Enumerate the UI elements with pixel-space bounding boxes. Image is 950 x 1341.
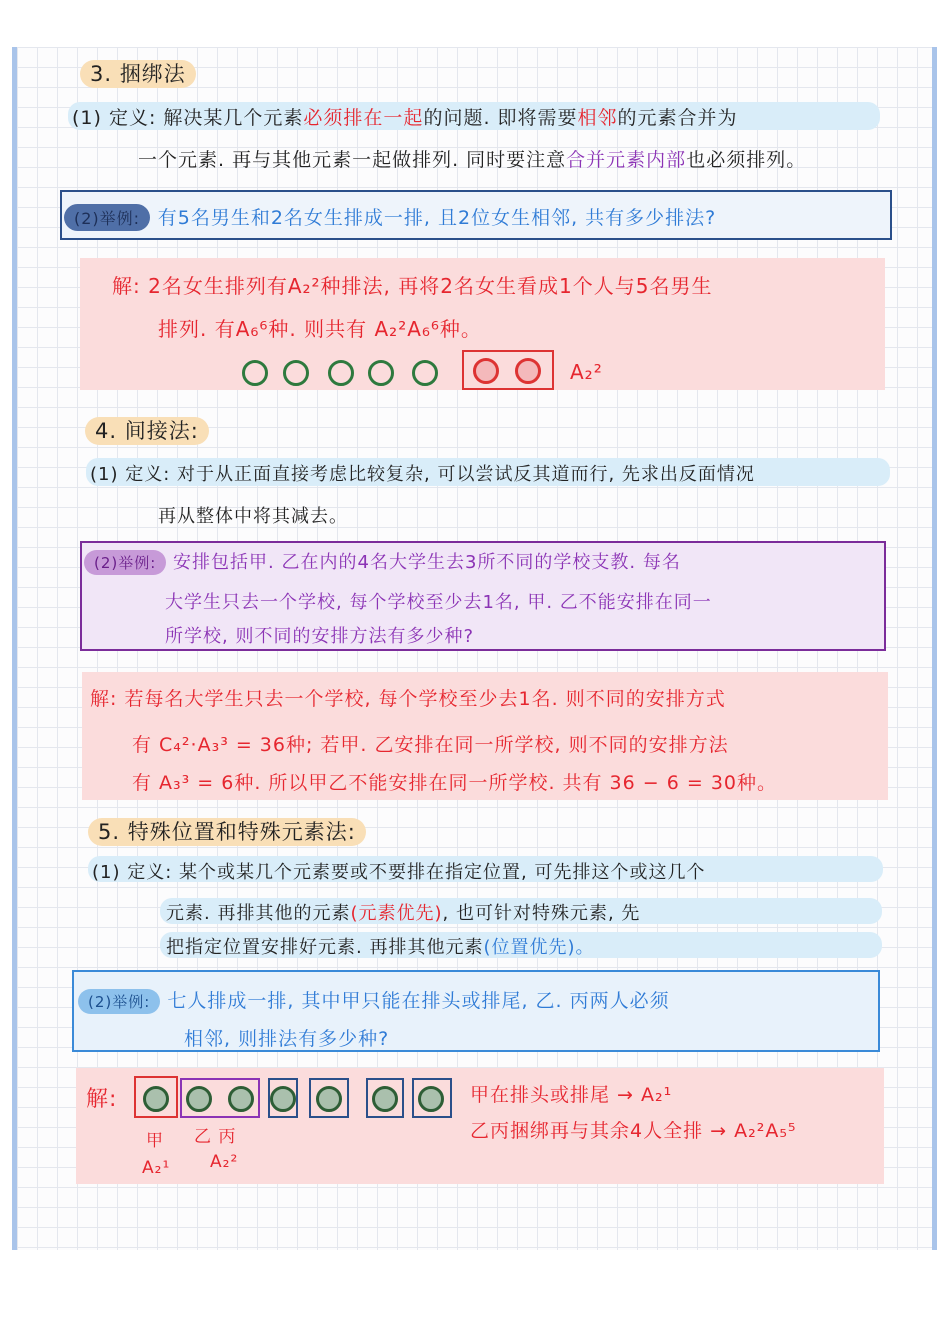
note-jia-position: 甲在排头或排尾 → A₂¹	[470, 1084, 673, 1106]
person-circle	[270, 1086, 296, 1112]
solution-4-line3: 有 A₃³ = 6种. 所以甲乙不能安排在同一所学校. 共有 36 − 6 = 30种。	[132, 772, 777, 794]
section-5-definition-line1: (1) 定义: 某个或某几个元素要或不要排在指定位置, 可先排这个或这几个	[92, 862, 706, 883]
person-jia-circle	[143, 1086, 169, 1112]
section-5-heading: 5. 特殊位置和特殊元素法:	[88, 816, 366, 846]
example-5-line1: (2)举例: 七人排成一排, 其中甲只能在排头或排尾, 乙. 丙两人必须	[78, 986, 670, 1014]
person-yi-circle	[186, 1086, 212, 1112]
person-bing-circle	[228, 1086, 254, 1112]
section-5-definition-line2: 元素. 再排其他的元素(元素优先), 也可针对特殊元素, 先	[166, 903, 641, 924]
label-yi-bing: 乙 丙	[194, 1127, 237, 1147]
boy-circle	[412, 360, 438, 386]
boy-circle	[242, 360, 268, 386]
section-5-definition-line3: 把指定位置安排好元素. 再排其他元素(位置优先)。	[166, 937, 595, 958]
person-circle	[418, 1086, 444, 1112]
person-circle	[372, 1086, 398, 1112]
example-4-line3: 所学校, 则不同的安排方法有多少种?	[165, 626, 474, 647]
boy-circle	[328, 360, 354, 386]
girl-circle	[515, 358, 541, 384]
section-3-definition-line2: 一个元素. 再与其他元素一起做排列. 同时要注意合并元素内部也必须排列。	[138, 149, 807, 171]
note-bundle-arrangement: 乙丙捆绑再与其余4人全排 → A₂²A₅⁵	[470, 1120, 797, 1142]
section-3-definition-line1: (1) 定义: 解决某几个元素必须排在一起的问题. 即将需要相邻的元素合并为	[72, 107, 738, 129]
label-yi-bing-permutation: A₂²	[210, 1152, 239, 1172]
section-4-definition-line2: 再从整体中将其减去。	[158, 506, 348, 527]
person-circle	[316, 1086, 342, 1112]
label-jia: 甲	[146, 1131, 164, 1151]
boy-circle	[368, 360, 394, 386]
example-4-line2: 大学生只去一个学校, 每个学校至少去1名, 甲. 乙不能安排在同一	[165, 592, 712, 613]
example-4-line1: (2)举例: 安排包括甲. 乙在内的4名大学生去3所不同的学校支教. 每名	[84, 548, 681, 575]
bundle-permutation-label: A₂²	[570, 360, 603, 384]
section-4-heading: 4. 间接法:	[85, 415, 209, 445]
boy-circle	[283, 360, 309, 386]
solution-4-line1: 解: 若每名大学生只去一个学校, 每个学校至少去1名. 则不同的安排方式	[90, 688, 726, 710]
solution-3-line2: 排列. 有A₆⁶种. 则共有 A₂²A₆⁶种。	[158, 317, 482, 341]
solution-5-label: 解:	[86, 1087, 118, 1112]
label-jia-permutation: A₂¹	[142, 1158, 171, 1178]
solution-4-line2: 有 C₄²·A₃³ = 36种; 若甲. 乙安排在同一所学校, 则不同的安排方法	[132, 734, 729, 756]
section-4-definition-line1: (1) 定义: 对于从正面直接考虑比较复杂, 可以尝试反其道而行, 先求出反面情况	[90, 464, 755, 485]
example-5-line2: 相邻, 则排法有多少种?	[184, 1028, 390, 1050]
section-3-heading: 3. 捆绑法	[80, 58, 196, 88]
solution-3-line1: 解: 2名女生排列有A₂²种排法, 再将2名女生看成1个人与5名男生	[112, 274, 713, 298]
example-3: (2)举例: 有5名男生和2名女生排成一排, 且2位女生相邻, 共有多少排法?	[64, 203, 716, 231]
girl-circle	[473, 358, 499, 384]
